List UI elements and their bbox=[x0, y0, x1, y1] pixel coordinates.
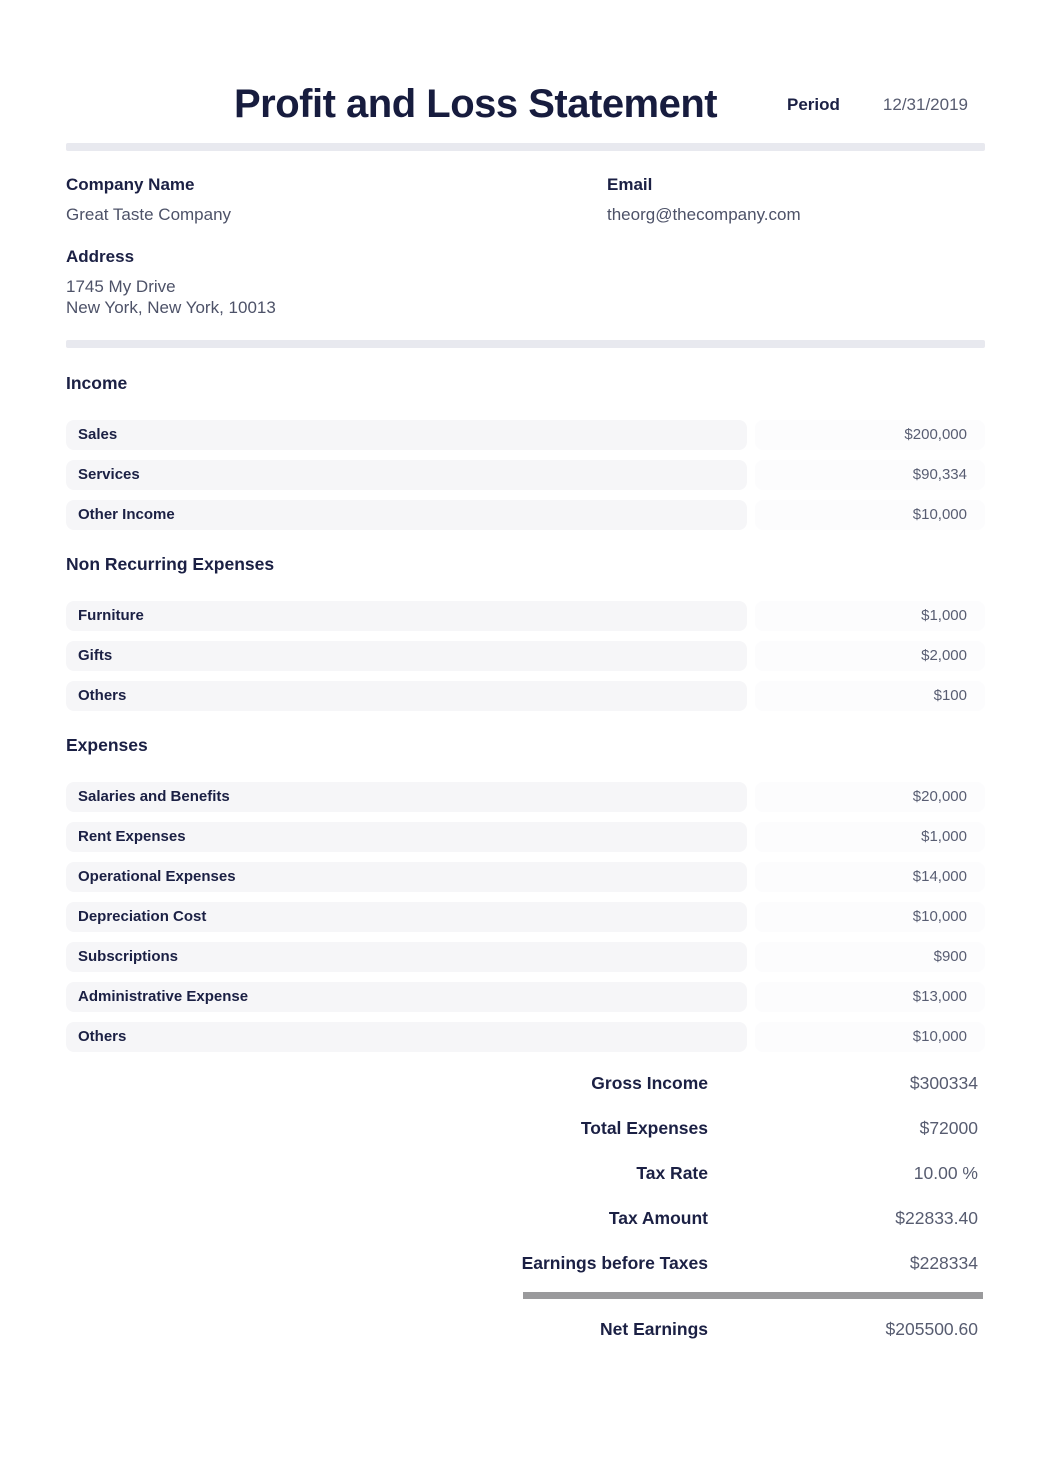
table-row bbox=[66, 460, 985, 490]
line-item-value: $10,000 bbox=[755, 500, 985, 530]
line-item-value: $1,000 bbox=[755, 822, 985, 852]
period-date: 12/31/2019 bbox=[882, 94, 968, 114]
company-name-label: Company Name bbox=[66, 175, 195, 194]
line-item-label: Administrative Expense bbox=[66, 982, 747, 1012]
summary-section bbox=[66, 1071, 985, 1341]
line-item-label: Others bbox=[66, 1022, 747, 1052]
line-item-value: $900 bbox=[755, 942, 985, 972]
line-item-label: Sales bbox=[66, 420, 747, 450]
address-label: Address bbox=[66, 247, 135, 266]
table-row bbox=[66, 982, 985, 1012]
line-item-label: Furniture bbox=[66, 601, 747, 631]
income-rows bbox=[66, 420, 985, 530]
section-heading-non-recurring: Non Recurring Expenses bbox=[66, 554, 275, 574]
summary-value: $205500.60 bbox=[885, 1318, 978, 1339]
page-title: Profit and Loss Statement bbox=[234, 82, 718, 126]
summary-row-earnings-before-taxes bbox=[66, 1251, 985, 1275]
summary-row-net-earnings bbox=[66, 1317, 985, 1341]
line-item-label: Gifts bbox=[66, 641, 747, 671]
summary-label: Gross Income bbox=[591, 1072, 708, 1093]
address-line-1: 1745 My Drive bbox=[66, 277, 176, 296]
company-name-value: Great Taste Company bbox=[66, 205, 232, 224]
email-label: Email bbox=[607, 175, 653, 194]
table-row bbox=[66, 641, 985, 671]
summary-value: $300334 bbox=[909, 1072, 978, 1093]
line-item-label: Rent Expenses bbox=[66, 822, 747, 852]
line-item-label: Subscriptions bbox=[66, 942, 747, 972]
summary-value: $22833.40 bbox=[895, 1207, 978, 1228]
line-item-value: $20,000 bbox=[755, 782, 985, 812]
line-item-value: $13,000 bbox=[755, 982, 985, 1012]
summary-value: $228334 bbox=[909, 1252, 978, 1273]
address-line-2: New York, New York, 10013 bbox=[66, 298, 276, 317]
line-item-value: $10,000 bbox=[755, 902, 985, 932]
summary-row-tax-rate bbox=[66, 1161, 985, 1185]
line-item-value: $10,000 bbox=[755, 1022, 985, 1052]
table-row bbox=[66, 420, 985, 450]
address-block bbox=[66, 247, 607, 318]
company-info-right bbox=[607, 175, 985, 318]
table-row bbox=[66, 601, 985, 631]
table-row bbox=[66, 942, 985, 972]
summary-row-gross-income bbox=[66, 1071, 985, 1095]
expenses-rows bbox=[66, 782, 985, 1052]
non-recurring-rows bbox=[66, 601, 985, 711]
line-item-value: $1,000 bbox=[755, 601, 985, 631]
line-item-label: Salaries and Benefits bbox=[66, 782, 747, 812]
line-item-value: $200,000 bbox=[755, 420, 985, 450]
table-row bbox=[66, 822, 985, 852]
line-item-value: $100 bbox=[755, 681, 985, 711]
line-item-label: Operational Expenses bbox=[66, 862, 747, 892]
table-row bbox=[66, 782, 985, 812]
summary-value: 10.00 % bbox=[913, 1162, 978, 1183]
line-item-label: Services bbox=[66, 460, 747, 490]
summary-value: $72000 bbox=[919, 1117, 978, 1138]
table-row bbox=[66, 500, 985, 530]
net-earnings-divider bbox=[523, 1292, 983, 1299]
summary-label: Total Expenses bbox=[580, 1117, 708, 1138]
company-info-left bbox=[66, 175, 607, 318]
summary-label: Net Earnings bbox=[600, 1318, 708, 1339]
summary-label: Earnings before Taxes bbox=[521, 1252, 708, 1273]
document-header bbox=[66, 0, 985, 127]
line-item-label: Others bbox=[66, 681, 747, 711]
summary-row-tax-amount bbox=[66, 1206, 985, 1230]
header-divider bbox=[66, 143, 985, 151]
line-item-value: $14,000 bbox=[755, 862, 985, 892]
period-label: Period bbox=[787, 94, 840, 114]
summary-row-total-expenses bbox=[66, 1116, 985, 1140]
line-item-value: $2,000 bbox=[755, 641, 985, 671]
line-item-value: $90,334 bbox=[755, 460, 985, 490]
table-row bbox=[66, 862, 985, 892]
section-heading-income: Income bbox=[66, 373, 128, 393]
summary-label: Tax Amount bbox=[608, 1207, 708, 1228]
section-heading-expenses: Expenses bbox=[66, 735, 148, 755]
table-row bbox=[66, 681, 985, 711]
summary-label: Tax Rate bbox=[636, 1162, 708, 1183]
table-row bbox=[66, 902, 985, 932]
line-item-label: Other Income bbox=[66, 500, 747, 530]
company-divider bbox=[66, 340, 985, 348]
line-item-label: Depreciation Cost bbox=[66, 902, 747, 932]
table-row bbox=[66, 1022, 985, 1052]
company-info bbox=[66, 175, 985, 318]
email-value: theorg@thecompany.com bbox=[607, 205, 801, 224]
